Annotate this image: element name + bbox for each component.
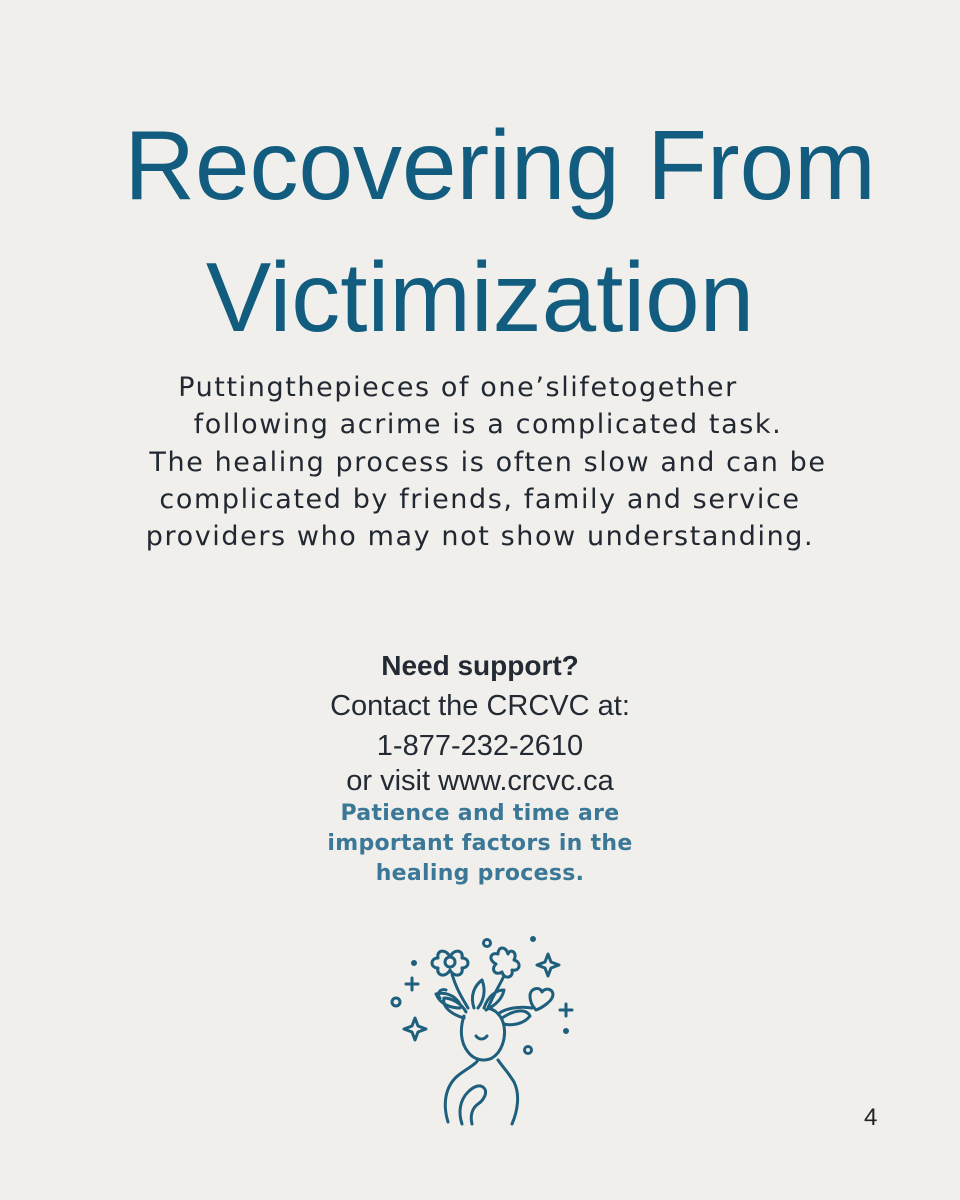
body-text-line: The healing process is often slow and can be	[149, 447, 827, 478]
page-title-line-1: Recovering From	[124, 110, 876, 220]
note-line: healing process.	[375, 861, 585, 886]
page-number: 4	[864, 1104, 878, 1131]
support-heading: Need support?	[381, 650, 579, 681]
body-text-line: complicated by friends, family and service	[159, 484, 801, 515]
website-text: or visit www.crcvc.ca	[346, 765, 614, 797]
body-text-line: providers who may not show understanding.	[145, 521, 815, 552]
contact-text: Contact the CRCVC at:	[330, 690, 630, 722]
page-title-line-2: Victimization	[205, 242, 755, 352]
note-line: important factors in the	[327, 831, 633, 856]
note-line: Patience and time are	[340, 801, 620, 826]
woman-with-flowers-illustration	[380, 932, 580, 1132]
body-text-line: Puttingthepieces of one’slifetogether	[178, 372, 738, 403]
phone-number: 1-877-232-2610	[376, 730, 584, 762]
body-text-line: following acrime is a complicated task.	[193, 409, 783, 440]
